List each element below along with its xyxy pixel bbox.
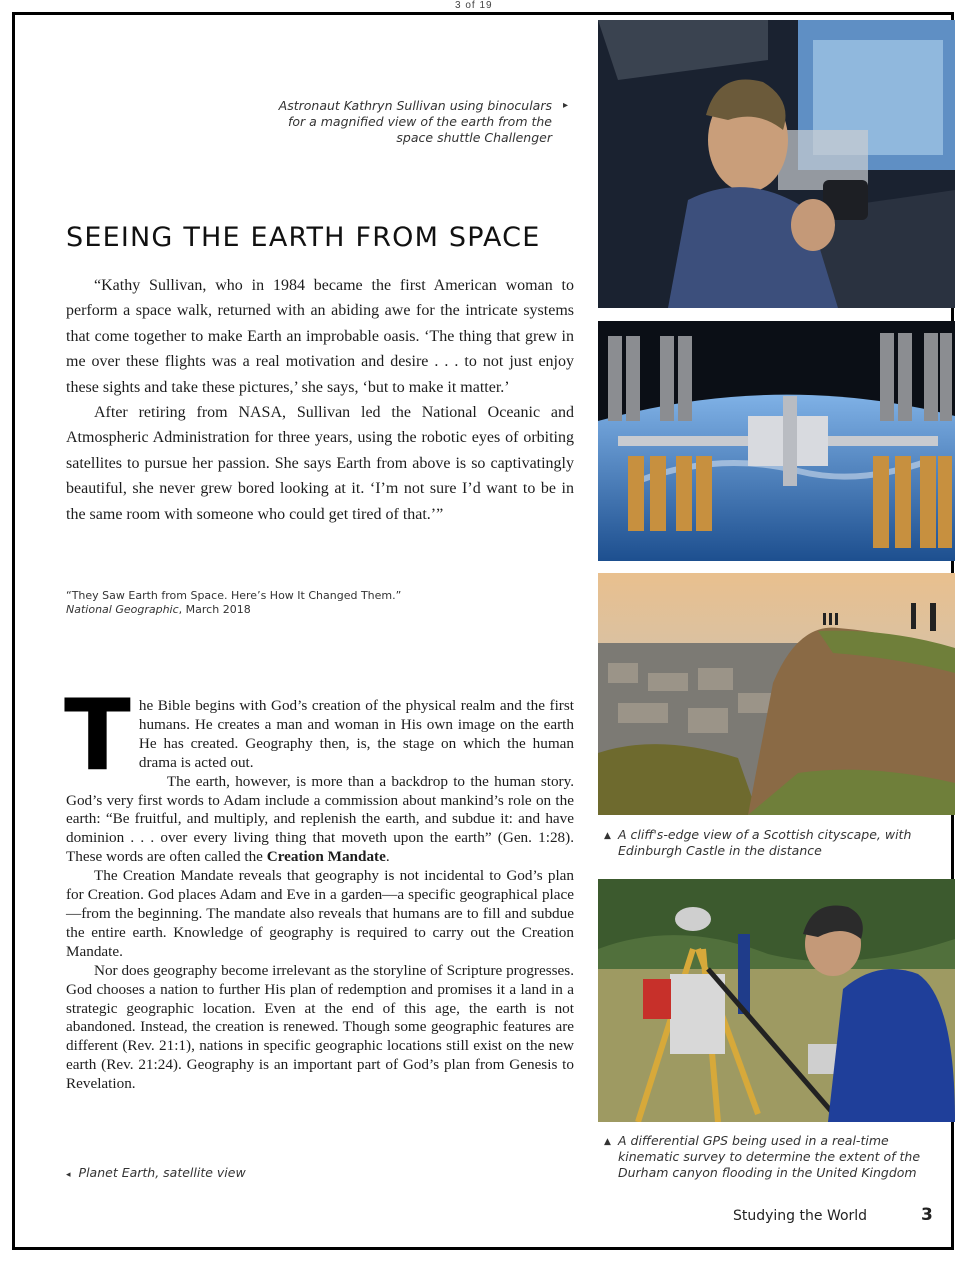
- body-paragraph: The Creation Mandate reveals that geography is not incidental to God’s plan for Creation. God places Adam and Eve in a garden—a specific geographical place—from the beginning. The mandate also reveals that humans are to fill and subdue the entire earth. Knowledge of geography is required to carry out the Creation Mandate.: [66, 867, 574, 960]
- planet-caption: [66, 1165, 326, 1183]
- body-text: [64, 679, 574, 1094]
- quote-source: [66, 589, 466, 617]
- body-paragraph-text: .: [385, 848, 390, 866]
- page-counter: 3 of 19: [455, 0, 493, 11]
- scotland-caption-text: A cliff's-edge view of a Scottish cityscape, with Edinburgh Castle in the distance: [618, 827, 912, 858]
- astronaut-caption-text: Astronaut Kathryn Sullivan using binoculars for a magnified view of the earth from the space shuttle Challenger: [278, 98, 552, 145]
- quote-paragraph: After retiring from NASA, Sullivan led the National Oceanic and Atmospheric Administration for three years, using the robotic eyes of orbiting satellites to pursue her passion. She says Earth from above is so captivatingly beautiful, she never grew bored looking at it. ‘I’m not sure I’d want to be in the same room with someone who could get tired of that.’”: [66, 404, 574, 523]
- feature-quote: [66, 273, 574, 527]
- gps-caption: [604, 1133, 949, 1181]
- gps-caption-text: A differential GPS being used in a real-time kinematic survey to determine the extent of the Durham canyon flooding in the United Kingdom: [618, 1133, 921, 1180]
- astronaut-photo: [598, 20, 955, 308]
- arrow-up-icon: ▲: [604, 831, 611, 841]
- page-number: 3: [921, 1205, 933, 1225]
- feature-title: SEEING THE EARTH FROM SPACE: [66, 222, 541, 253]
- space-station-photo: [598, 321, 955, 561]
- scottish-cityscape-photo: [598, 573, 955, 815]
- arrow-right-icon: ▸: [562, 100, 568, 111]
- source-title: “They Saw Earth from Space. Here’s How It Changed Them.”: [66, 589, 402, 602]
- body-paragraph-text: he Bible begins with God’s creation of the physical realm and the first humans. He creates a man and woman in His own image on the earth He has created. Geography then, is, the stage on which the human drama is acted out.: [138, 697, 574, 771]
- body-paragraph-text: The earth, however, is more than a backdrop to the human story. God’s very first words to Adam include a commission about mankind’s role on the earth: “Be fruitful, and multiply, and replenish the earth, and subdue it: and have dominion . . . over every living thing that moveth upon the earth” (Gen. 1:28). These words are often called the: [66, 772, 574, 866]
- body-paragraph: [64, 679, 574, 793]
- arrow-left-icon: ◂: [66, 1170, 71, 1180]
- quote-paragraph: “Kathy Sullivan, who in 1984 became the first American woman to perform a space walk, returned with an abiding awe for the intricate systems that come together to make Earth an improbable oasis. ‘The thing that grew in me over these flights was a real motivation and desire . . . to not just enjoy these sights and take these pictures,’ she says, ‘but to make it matter.’: [66, 277, 574, 396]
- source-publication: National Geographic: [66, 603, 179, 616]
- drop-cap: T: [64, 679, 131, 793]
- body-paragraph: Nor does geography become irrelevant as the storyline of Scripture progresses. God chooses a nation to further His plan of redemption and promises it a land in a strategic geographic location. Even at the end of this age, the earth is not abandoned. Instead, the creation is renewed. Though some geographic features are different (Rev. 21:1), nations in specific geographic locations still exist on the new earth (Rev. 21:24). Geography is an important part of God’s plan from Genesis to Revelation.: [66, 961, 574, 1093]
- astronaut-caption: [262, 98, 568, 146]
- scotland-caption: [604, 827, 944, 859]
- footer-section-title: Studying the World: [733, 1208, 868, 1224]
- arrow-up-icon: ▲: [604, 1137, 611, 1147]
- key-term: Creation Mandate: [266, 848, 386, 866]
- source-date: , March 2018: [178, 603, 251, 616]
- gps-survey-photo: [598, 879, 955, 1122]
- planet-caption-text: Planet Earth, satellite view: [78, 1165, 246, 1180]
- body-paragraph: [66, 773, 574, 868]
